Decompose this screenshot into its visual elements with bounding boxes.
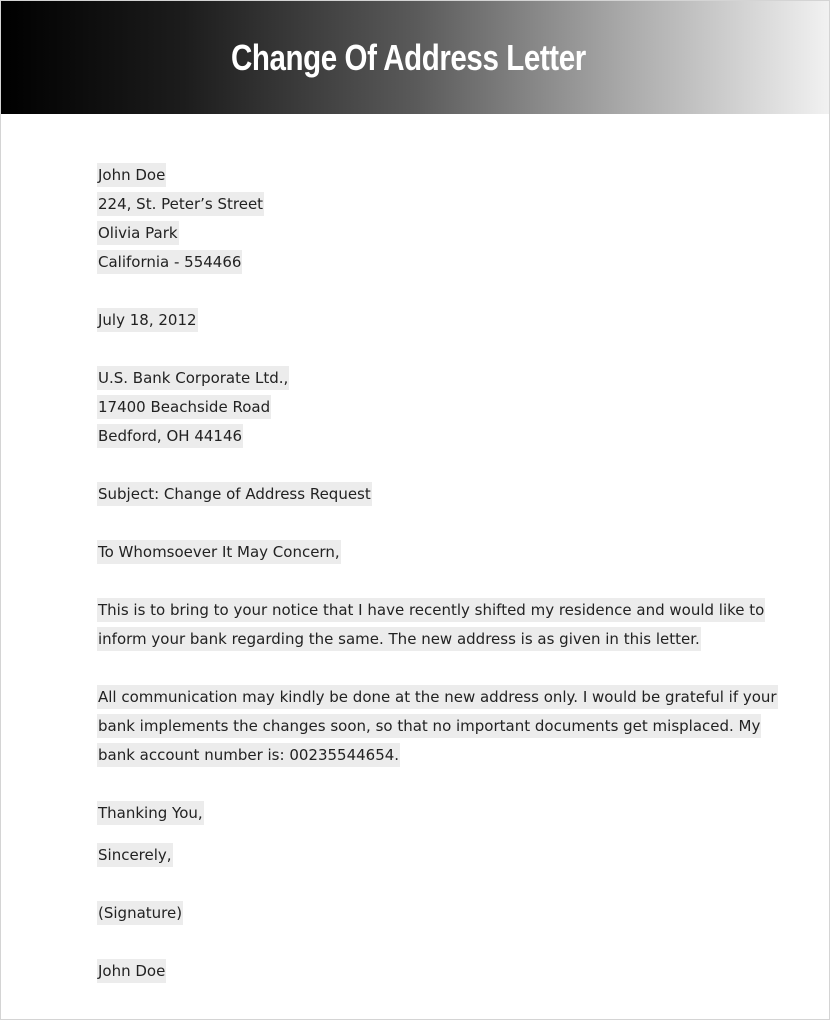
subject-line: Subject: Change of Address Request — [97, 482, 372, 506]
paragraph-1-line-1: This is to bring to your notice that I have recently shifted my residence and would like to — [97, 598, 765, 622]
recipient-street: 17400 Beachside Road — [97, 395, 271, 419]
paragraph-1 — [97, 596, 765, 654]
paragraph-2 — [97, 683, 777, 770]
title-banner — [1, 1, 830, 114]
recipient-city: Bedford, OH 44146 — [97, 424, 243, 448]
sender-area: Olivia Park — [97, 221, 179, 245]
paragraph-2-line-2: bank implements the changes soon, so that no important documents get misplaced. My — [97, 714, 761, 738]
recipient-name: U.S. Bank Corporate Ltd., — [97, 366, 289, 390]
page-title: Change Of Address Letter — [230, 36, 586, 78]
recipient-address — [97, 364, 737, 451]
paragraph-1-line-2: inform your bank regarding the same. The new address is as given in this letter. — [97, 627, 701, 651]
closing-name: John Doe — [97, 959, 166, 983]
closing-thanks: Thanking You, — [97, 801, 204, 825]
closing-sincerely: Sincerely, — [97, 843, 173, 867]
salutation: To Whomsoever It May Concern, — [97, 540, 341, 564]
signature-placeholder: (Signature) — [97, 901, 183, 925]
letter-body — [97, 161, 777, 986]
sender-address — [97, 161, 737, 277]
sender-region: California - 554466 — [97, 250, 242, 274]
letter-date: July 18, 2012 — [97, 308, 198, 332]
paragraph-2-line-1: All communication may kindly be done at the new address only. I would be grateful if your — [97, 685, 778, 709]
sender-name: John Doe — [97, 163, 166, 187]
sender-street: 224, St. Peter’s Street — [97, 192, 264, 216]
paragraph-2-line-3: bank account number is: 00235544654. — [97, 743, 400, 767]
